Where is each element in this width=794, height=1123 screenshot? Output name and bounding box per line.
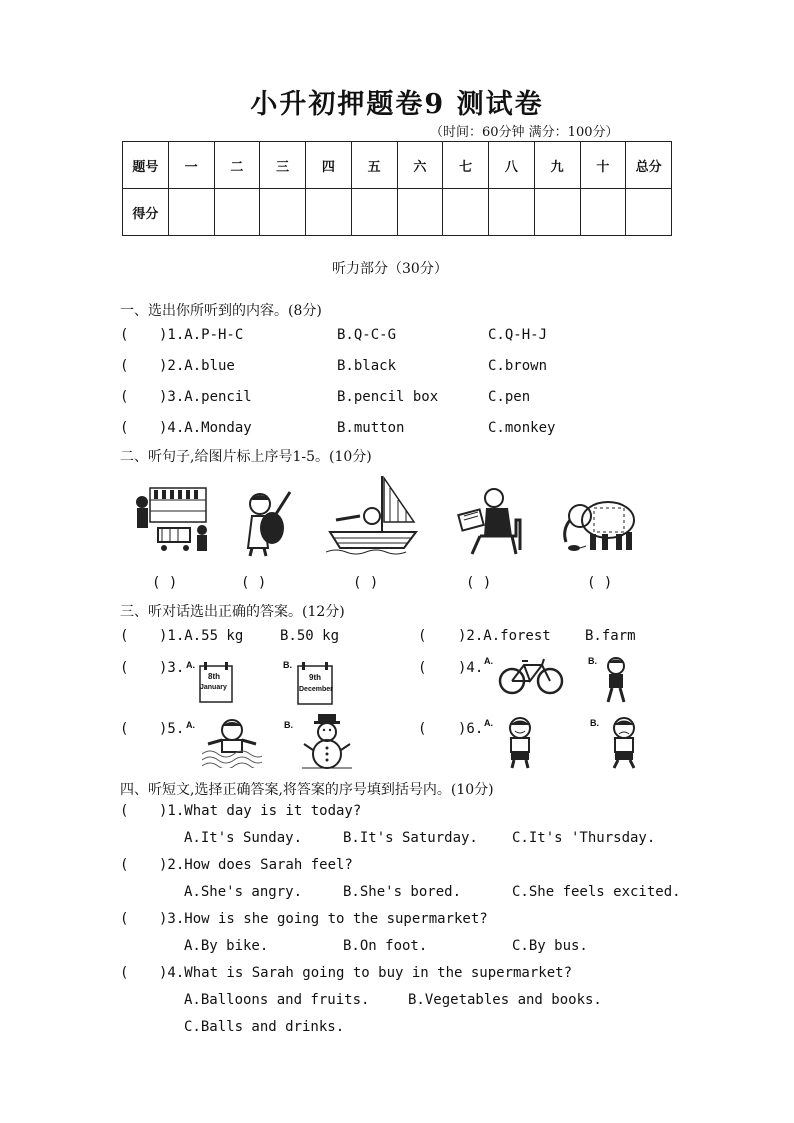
answer-paren[interactable]: ( xyxy=(120,660,129,676)
answer-paren[interactable]: ( xyxy=(418,721,427,737)
s4-q4: )4.What is Sarah going to buy in the supermarket? xyxy=(159,965,573,981)
score-cell[interactable] xyxy=(214,189,260,236)
score-row-label: 得分 xyxy=(123,189,169,236)
section1-heading: 一、选出你所听到的内容。(8分) xyxy=(120,303,322,319)
s4-q1-c: C.It's 'Thursday. xyxy=(512,830,656,846)
section2-heading: 二、听句子,给图片标上序号1-5。(10分) xyxy=(120,449,372,465)
calendar-icon xyxy=(198,660,234,704)
calendar-icon xyxy=(296,660,334,706)
s1-q4-a: )4.A.Monday xyxy=(159,420,252,436)
score-col: 八 xyxy=(489,142,535,189)
option-a-label: A. xyxy=(484,718,493,728)
s3-q3-label: )3. xyxy=(159,660,185,676)
score-cell[interactable] xyxy=(580,189,626,236)
score-cell[interactable] xyxy=(260,189,306,236)
s4-q3-c: C.By bus. xyxy=(512,938,588,954)
s4-q4-c: C.Balls and drinks. xyxy=(184,1019,345,1035)
score-cell[interactable] xyxy=(443,189,489,236)
score-cell[interactable] xyxy=(351,189,397,236)
snowman-icon xyxy=(302,714,352,770)
man-reading-in-chair-icon xyxy=(450,484,522,558)
boy-sad-icon xyxy=(604,716,644,770)
supermarket-shopping-icon xyxy=(128,484,212,558)
s1-q2-b: B.black xyxy=(337,358,397,374)
boy-in-boat-icon xyxy=(326,472,418,558)
boy-walking-icon xyxy=(600,656,632,706)
s4-q4-b: B.Vegetables and books. xyxy=(408,992,602,1008)
score-col: 五 xyxy=(351,142,397,189)
calendar-month: December xyxy=(299,686,333,693)
s1-q1-a: )1.A.P-H-C xyxy=(159,327,244,343)
option-a-label: A. xyxy=(484,656,493,666)
answer-paren[interactable]: ( xyxy=(418,628,427,644)
s4-q1-b: B.It's Saturday. xyxy=(343,830,478,846)
score-col: 七 xyxy=(443,142,489,189)
s1-q1-b: B.Q-C-G xyxy=(337,327,397,343)
s4-q2-a: A.She's angry. xyxy=(184,884,303,900)
option-a-label: A. xyxy=(186,660,195,670)
calendar-day: 8th xyxy=(208,672,220,681)
s3-q2-b: B.farm xyxy=(585,628,636,644)
picture-answer-blank[interactable]: ( ) xyxy=(466,575,492,591)
s3-q1-a: )1.A.55 kg xyxy=(159,628,244,644)
score-col: 三 xyxy=(260,142,306,189)
boy-swimming-icon xyxy=(202,716,262,768)
picture-answer-blank[interactable]: ( ) xyxy=(353,575,379,591)
option-b-label: B. xyxy=(284,720,293,730)
s1-q3-a: )3.A.pencil xyxy=(159,389,252,405)
s1-q4-c: C.monkey xyxy=(488,420,556,436)
s1-q1-c: C.Q-H-J xyxy=(488,327,548,343)
answer-paren[interactable]: ( xyxy=(120,420,129,436)
s4-q2-c: C.She feels excited. xyxy=(512,884,681,900)
boy-happy-icon xyxy=(500,716,540,770)
score-col-total: 总分 xyxy=(626,142,672,189)
answer-paren[interactable]: ( xyxy=(120,327,129,343)
calendar-month: January xyxy=(200,684,227,691)
answer-paren[interactable]: ( xyxy=(120,358,129,374)
page-title: 小升初押题卷9 测试卷 xyxy=(250,89,544,120)
s4-q1: )1.What day is it today? xyxy=(159,803,362,819)
answer-paren[interactable]: ( xyxy=(120,389,129,405)
s1-q4-b: B.mutton xyxy=(337,420,405,436)
score-col: 十 xyxy=(580,142,626,189)
score-cell[interactable] xyxy=(489,189,535,236)
score-col: 一 xyxy=(168,142,214,189)
option-b-label: B. xyxy=(588,656,597,666)
s4-q3: )3.How is she going to the supermarket? xyxy=(159,911,488,927)
score-cell[interactable] xyxy=(168,189,214,236)
answer-paren[interactable]: ( xyxy=(120,628,129,644)
answer-paren[interactable]: ( xyxy=(120,965,129,981)
picture-answer-blank[interactable]: ( ) xyxy=(152,575,178,591)
s4-q2: )2.How does Sarah feel? xyxy=(159,857,353,873)
calendar-day: 9th xyxy=(309,673,321,682)
s4-q3-a: A.By bike. xyxy=(184,938,269,954)
s3-q1-b: B.50 kg xyxy=(280,628,340,644)
s3-q6-label: )6. xyxy=(458,721,484,737)
score-cell[interactable] xyxy=(306,189,352,236)
s1-q2-c: C.brown xyxy=(488,358,548,374)
option-a-label: A. xyxy=(186,720,195,730)
answer-paren[interactable]: ( xyxy=(120,721,129,737)
score-row-label: 题号 xyxy=(123,142,169,189)
s3-q2-a: )2.A.forest xyxy=(458,628,551,644)
option-b-label: B. xyxy=(283,660,292,670)
score-table-score-row xyxy=(123,189,672,236)
listening-header: 听力部分（30分） xyxy=(332,261,448,277)
picture-answer-blank[interactable]: ( ) xyxy=(241,575,267,591)
answer-paren[interactable]: ( xyxy=(120,857,129,873)
elephant-and-mouse-icon xyxy=(554,496,640,554)
option-b-label: B. xyxy=(590,718,599,728)
section4-heading: 四、听短文,选择正确答案,将答案的序号填到括号内。(10分) xyxy=(120,782,494,798)
exam-meta: （时间：60分钟 满分：100分） xyxy=(430,125,619,140)
answer-paren[interactable]: ( xyxy=(120,803,129,819)
section3-heading: 三、听对话选出正确的答案。(12分) xyxy=(120,604,345,620)
s3-q5-label: )5. xyxy=(159,721,185,737)
answer-paren[interactable]: ( xyxy=(418,660,427,676)
s1-q2-a: )2.A.blue xyxy=(159,358,235,374)
picture-answer-blank[interactable]: ( ) xyxy=(587,575,613,591)
score-col: 二 xyxy=(214,142,260,189)
boy-playing-pipa-icon xyxy=(238,488,298,558)
score-cell[interactable] xyxy=(534,189,580,236)
s1-q3-c: C.pen xyxy=(488,389,531,405)
bicycle-icon xyxy=(498,655,564,695)
s4-q1-a: A.It's Sunday. xyxy=(184,830,303,846)
s4-q4-a: A.Balloons and fruits. xyxy=(184,992,370,1008)
score-table xyxy=(122,141,672,236)
score-col: 九 xyxy=(534,142,580,189)
s3-q4-label: )4. xyxy=(458,660,484,676)
score-cell[interactable] xyxy=(397,189,443,236)
answer-paren[interactable]: ( xyxy=(120,911,129,927)
score-col: 六 xyxy=(397,142,443,189)
s4-q2-b: B.She's bored. xyxy=(343,884,462,900)
s4-q3-b: B.On foot. xyxy=(343,938,428,954)
score-cell-total[interactable] xyxy=(626,189,672,236)
score-col: 四 xyxy=(306,142,352,189)
score-table-header-row xyxy=(123,142,672,189)
s1-q3-b: B.pencil box xyxy=(337,389,439,405)
